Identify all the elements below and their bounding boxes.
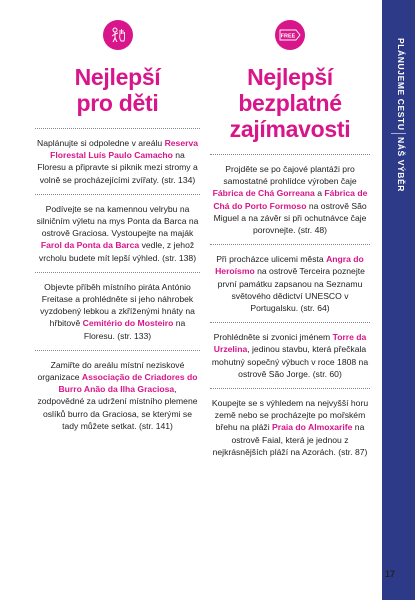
right-column — [210, 20, 370, 466]
list-item: Podívejte se na kamennou velrybu na silničním výletu na mys Ponta da Barca na ostrově Graciosa. Vystoupejte na maják Farol da Ponta da Barca vedle, z jehož vrcholu budete mít lepší výhled. (str. 138) — [35, 194, 200, 272]
sidebar-divider — [391, 133, 406, 134]
left-column — [35, 20, 200, 440]
right-heading: Nejlepší bezplatné zajímavosti — [229, 64, 351, 142]
svg-text:FREE: FREE — [280, 33, 296, 40]
list-item: Naplánujte si odpoledne v areálu Reserva Florestal Luís Paulo Camacho na Floresu a připravte si piknik mezi stromy a volně se procházejícími zvířaty. (str. 134) — [35, 128, 200, 194]
page-number: 17 — [385, 569, 396, 579]
left-heading: Nejlepší pro děti — [74, 64, 161, 116]
list-item: Zamiřte do areálu místní neziskové organizace Associação de Criadores do Burro Anão da Ilha Graciosa, zodpovědné za udržení místního plemene oslíků burro da Graciosa, se kterými se tady můžete setkat. (str. 141) — [35, 350, 200, 440]
sidebar-label-planning: PLÁNUJEME CESTU — [396, 38, 406, 131]
list-item: Projděte se po čajové plantáži pro samostatné prohlídce výroben čaje Fábrica de Chá Gorreana a Fábrica de Chá do Porto Formoso na ostrově São Miguel a na závěr si při ochutnávce čaje porovnejte. (str. 48) — [210, 154, 370, 244]
list-item: Koupejte se s výhledem na nejvyšší horu země nebo se procházejte po mořském břehu na pláži Praia do Almoxarife na ostrově Faial, která je jednou z nejkrásnějších pláží na Azorách. (str. 87) — [210, 388, 370, 466]
section-sidebar — [382, 0, 415, 600]
list-item: Prohlédněte si zvonici jménem Torre da Urzelina, jedinou stavbu, která přečkala mohutný sopečný výbuch v roce 1808 na ostrově São Jorge. (str. 60) — [210, 322, 370, 388]
free-tag-icon — [275, 20, 305, 50]
list-item: Při procházce ulicemi města Angra do Heroísmo na ostrově Terceira poznejte první památku zapsanou na Seznamu světového dědictví UNESCO v Portugalsku. (str. 64) — [210, 244, 370, 322]
child-hand-icon — [103, 20, 133, 50]
list-item: Objevte příběh místního piráta António Freitase a prohlédněte si jeho náhrobek vyzdobený lebkou a zkříženými hnáty na hřbitově Cemitério do Mosteiro na Floresu. (str. 133) — [35, 272, 200, 350]
sidebar-label-selection: NÁŠ VÝBĚR — [396, 137, 406, 192]
